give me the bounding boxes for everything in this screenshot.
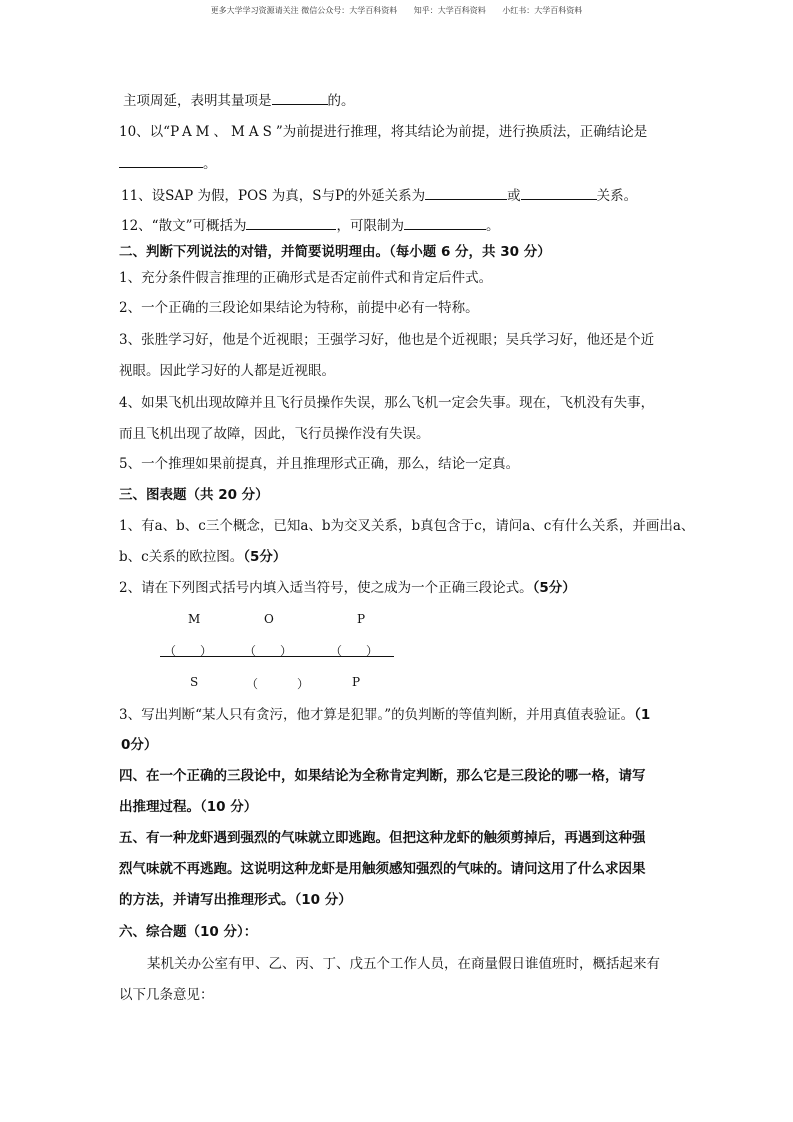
sec3-question-1: 1、有a、b、c三个概念，已知a、b为交叉关系，b真包含于c，请问a、c有什么关系，并画出a、 bbox=[119, 518, 695, 534]
section-6-title: 六、综合题（10 分）： bbox=[119, 924, 258, 940]
diagram-bottom-open: （ bbox=[246, 677, 259, 691]
section-6-paragraph-cont: 以下几条意见： bbox=[119, 987, 214, 1003]
diagram-bracket-1: （ ） bbox=[164, 644, 213, 658]
header-wechat: 更多大学学习资源请关注 微信公众号：大学百科资料 bbox=[210, 6, 398, 15]
section-5-line-3: 的方法，并请写出推理形式。（10 分） bbox=[119, 892, 352, 908]
sec3-question-1-cont: b、c关系的欧拉图。（5分） bbox=[119, 549, 287, 565]
section-4-line-2: 出推理过程。（10 分） bbox=[119, 799, 258, 815]
diagram-term-p: P bbox=[357, 612, 366, 626]
sec3-question-2: 2、请在下列图式括号内填入适当符号，使之成为一个正确三段论式。（5分） bbox=[119, 580, 576, 596]
section-6-paragraph: 某机关办公室有甲、乙、丙、丁、戊五个工作人员，在商量假日谁值班时，概括起来有 bbox=[147, 956, 660, 972]
fill-line-11: 11、设SAP 为假，POS 为真，S与P的外延关系为 或 关系。 bbox=[121, 185, 711, 206]
answer-blank bbox=[246, 215, 336, 230]
sec2-question-2: 2、一个正确的三段论如果结论为特称，前提中必有一特称。 bbox=[119, 300, 479, 316]
diagram-term-s: S bbox=[190, 675, 199, 689]
sec2-question-4-cont: 而且飞机出现了故障，因此，飞行员操作没有失误。 bbox=[119, 426, 430, 442]
page-header bbox=[0, 5, 793, 16]
sec2-question-4: 4、如果飞机出现故障并且飞行员操作失误，那么飞机一定会失事。现在，飞机没有失事， bbox=[119, 395, 655, 411]
sec2-question-1: 1、充分条件假言推理的正确形式是否定前件式和肯定后件式。 bbox=[119, 270, 493, 286]
section-3-title: 三、图表题（共 20 分） bbox=[119, 487, 269, 503]
diagram-term-o: O bbox=[264, 612, 274, 626]
fill-line-10: 10、以“PAM、MAS”为前提进行推理，将其结论为前提，进行换质法，正确结论是 bbox=[119, 124, 648, 140]
diagram-term-m: M bbox=[188, 612, 201, 626]
diagram-bracket-2: （ ） bbox=[244, 644, 293, 658]
diagram-bottom-close: ） bbox=[297, 677, 310, 691]
section-2-title: 二、判断下列说法的对错，并简要说明理由。（每小题 6 分，共 30 分） bbox=[119, 244, 551, 260]
section-5-line-1: 五、有一种龙虾遇到强烈的气味就立即逃跑。但把这种龙虾的触须剪掉后，再遇到这种强 bbox=[119, 830, 646, 846]
section-5-line-2: 烈气味就不再逃跑。这说明这种龙虾是用触须感知强烈的气味的。请问这用了什么求因果 bbox=[119, 861, 646, 877]
answer-blank bbox=[119, 153, 203, 168]
sec3-question-3-score: 0分） bbox=[121, 737, 158, 753]
answer-blank bbox=[272, 90, 328, 105]
sec2-question-5: 5、一个推理如果前提真，并且推理形式正确，那么，结论一定真。 bbox=[119, 456, 520, 472]
fill-line-1: 主项周延，表明其量项是 的。 bbox=[123, 90, 713, 111]
answer-blank bbox=[425, 185, 507, 200]
answer-blank bbox=[521, 185, 597, 200]
sec3-question-3: 3、写出判断“某人只有贪污，他才算是犯罪。”的负判断的等值判断，并用真值表验证。（1 bbox=[119, 707, 651, 723]
header-zhihu: 知乎：大学百科资料 bbox=[413, 6, 486, 15]
header-xiaohongshu: 小红书：大学百科资料 bbox=[502, 6, 583, 15]
fill-line-12: 12、“散文”可概括为 ，可限制为 。 bbox=[121, 215, 711, 236]
section-4-line-1: 四、在一个正确的三段论中，如果结论为全称肯定判断，那么它是三段论的哪一格，请写 bbox=[119, 768, 646, 784]
diagram-rule-line bbox=[160, 656, 394, 657]
answer-blank bbox=[404, 215, 486, 230]
diagram-bracket-3: （ ） bbox=[330, 644, 379, 658]
sec2-question-3-cont: 视眼。因此学习好的人都是近视眼。 bbox=[119, 363, 335, 379]
fill-line-10-cont: 。 bbox=[119, 153, 709, 174]
sec2-question-3: 3、张胜学习好，他是个近视眼；王强学习好，他也是个近视眼；吴兵学习好，他还是个近 bbox=[119, 332, 655, 348]
diagram-term-p-bottom: P bbox=[352, 675, 361, 689]
